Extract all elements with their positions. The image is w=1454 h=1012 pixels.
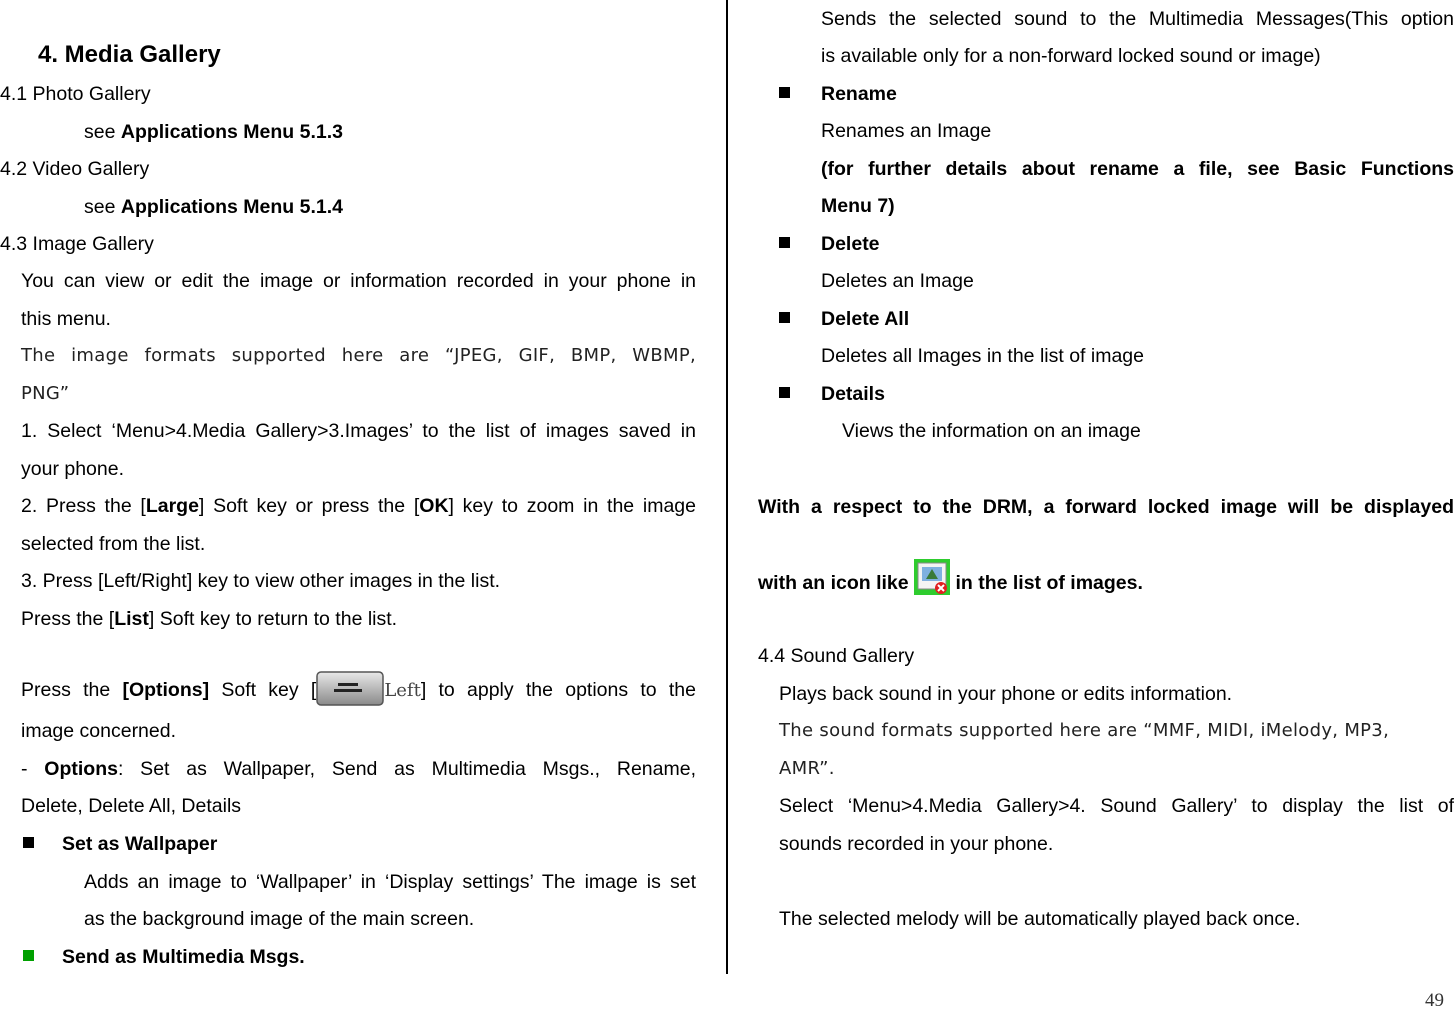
option-details: Details [821, 383, 885, 405]
image-formats-line2: PNG” [21, 383, 70, 404]
options-softkey-line: Press the [Options] Soft key [ Left] to apply the options to the [21, 670, 696, 706]
sound-select-line2: sounds recorded in your phone. [779, 833, 1054, 855]
list-softkey-line: Press the [List] Soft key to return to the list. [21, 608, 398, 630]
drm-note-line1: With a respect to the DRM, a forward locked image will be displayed [758, 496, 1454, 518]
set-wallpaper-desc-line1: Adds an image to ‘Wallpaper’ in ‘Display settings’ The image is set [84, 871, 696, 893]
left-softkey-icon [316, 670, 384, 706]
option-delete-all: Delete All [821, 308, 910, 330]
photo-gallery-reference: see Applications Menu 5.1.3 [84, 121, 343, 143]
step2-line1: 2. Press the [Large] Soft key or press the [OK] key to zoom in the image [21, 495, 696, 517]
page-number: 49 [1425, 990, 1444, 1011]
subsection-video-gallery: 4.2 Video Gallery [0, 158, 150, 180]
rename-note-line1: (for further details about rename a file, see Basic Functions [821, 158, 1454, 180]
step2-line2: selected from the list. [21, 533, 206, 555]
options-list-line2: Delete, Delete All, Details [21, 795, 242, 817]
step1-line1: 1. Select ‘Menu>4.Media Gallery>3.Images’ to the list of images saved in [21, 420, 696, 442]
option-rename: Rename [821, 83, 897, 105]
sound-gallery-intro: Plays back sound in your phone or edits information. [779, 683, 1233, 705]
forward-locked-image-icon [914, 559, 950, 595]
bullet-square-icon [779, 81, 790, 107]
send-desc-line2: is available only for a non-forward locked sound or image) [821, 45, 1321, 67]
sound-formats-line2: AMR”. [779, 758, 835, 779]
rename-desc: Renames an Image [821, 120, 992, 142]
sound-autoplay-note: The selected melody will be automatically played back once. [779, 908, 1301, 930]
video-gallery-reference: see Applications Menu 5.1.4 [84, 196, 343, 218]
delete-all-desc: Deletes all Images in the list of image [821, 345, 1144, 367]
sound-formats-line1: The sound formats supported here are “MMF, MIDI, iMelody, MP3, [779, 720, 1390, 741]
drm-note-line2: with an icon like in the list of images. [758, 559, 1143, 596]
details-desc: Views the information on an image [842, 420, 1141, 442]
sound-select-line1: Select ‘Menu>4.Media Gallery>4. Sound Gallery’ to display the list of [779, 795, 1454, 817]
option-send-multimedia: Send as Multimedia Msgs. [62, 946, 305, 968]
section-heading: 4. Media Gallery [38, 41, 221, 68]
image-formats-line1: The image formats supported here are “JPEG, GIF, BMP, WBMP, [21, 345, 696, 366]
bullet-square-icon [779, 381, 790, 407]
bullet-square-icon [779, 231, 790, 257]
delete-desc: Deletes an Image [821, 270, 974, 292]
bullet-square-green-icon [23, 944, 34, 970]
option-set-wallpaper: Set as Wallpaper [62, 833, 218, 855]
step1-line2: your phone. [21, 458, 124, 480]
column-divider [726, 0, 728, 974]
options-list-line1: - Options: Set as Wallpaper, Send as Multimedia Msgs., Rename, [21, 758, 696, 780]
bullet-square-icon [23, 831, 34, 857]
subsection-image-gallery: 4.3 Image Gallery [0, 233, 154, 255]
subsection-sound-gallery: 4.4 Sound Gallery [758, 645, 915, 667]
option-delete: Delete [821, 233, 880, 255]
set-wallpaper-desc-line2: as the background image of the main screen. [84, 908, 475, 930]
subsection-photo-gallery: 4.1 Photo Gallery [0, 83, 151, 105]
rename-note-line2: Menu 7) [821, 195, 895, 217]
options-softkey-line2: image concerned. [21, 720, 177, 742]
image-gallery-intro-line2: this menu. [21, 308, 111, 330]
send-desc-line1: Sends the selected sound to the Multimedia Messages(This option [821, 8, 1454, 30]
step3-line: 3. Press [Left/Right] key to view other images in the list. [21, 570, 501, 592]
image-gallery-intro-line1: You can view or edit the image or information recorded in your phone in [21, 270, 696, 292]
bullet-square-icon [779, 306, 790, 332]
